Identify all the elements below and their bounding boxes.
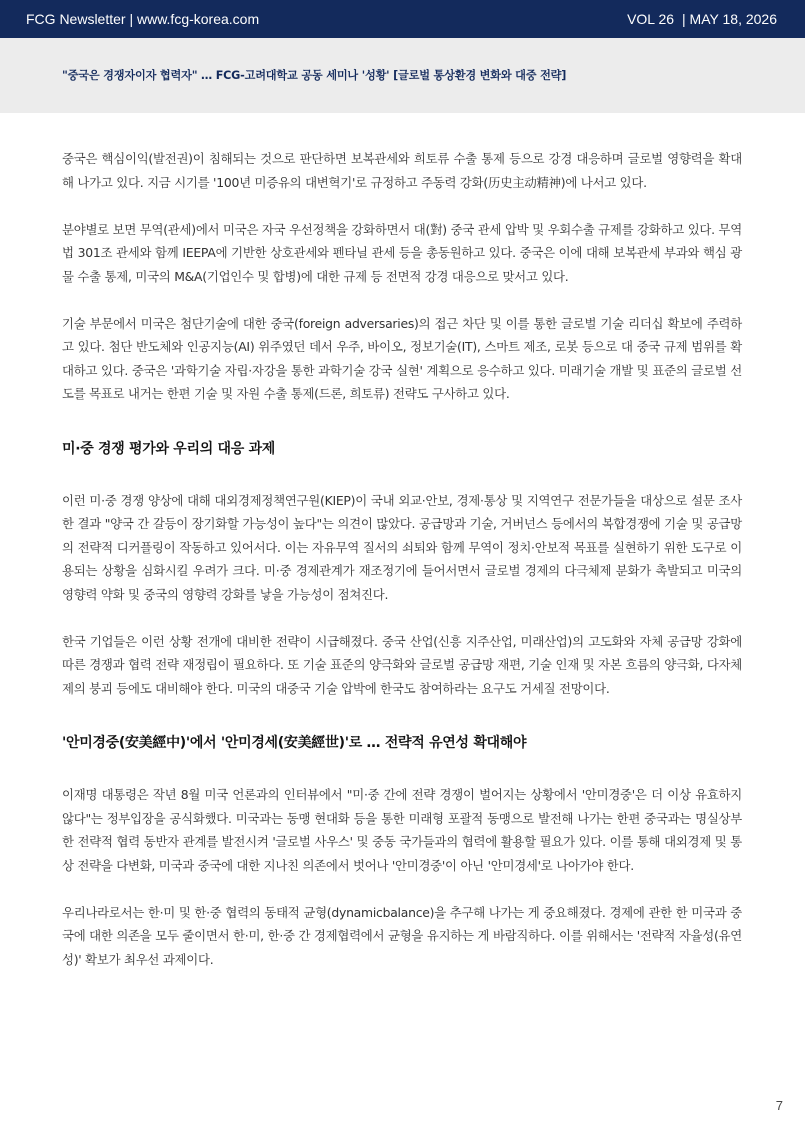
newsletter-site-label: FCG Newsletter | www.fcg-korea.com	[26, 11, 260, 27]
section-heading: 미·중 경쟁 평가와 우리의 대응 과제	[62, 440, 276, 457]
issue-info	[627, 11, 777, 27]
article-body	[62, 147, 742, 971]
body-paragraph: 한국 기업들은 이런 상황 전개에 대비한 전략이 시급해졌다. 중국 산업(신흥 지주산업, 미래산업)의 고도화와 자체 공급망 강화에 따른 경쟁과 협력 전략 재정립이 필요하다. 또 기술 표준의 양극화와 글로벌 공급망 재편, 기술 인재 및 자본 흐름의 양극화, 다자체제의 붕괴 등에도 대비해야 한다. 미국의 대중국 기술 압박에 한국도 참여하라는 요구도 거세질 전망이다.	[62, 633, 742, 696]
section-heading: '안미경중(安美經中)'에서 '안미경세(安美經世)'로 … 전략적 유연성 확대해야	[62, 735, 527, 751]
issue-volume: VOL 26	[627, 11, 675, 27]
body-paragraph: 중국은 핵심이익(발전권)이 침해되는 것으로 판단하면 보복관세와 희토류 수출 통제 등으로 강경 대응하며 글로벌 영향력을 확대해 나가고 있다. 지금 시기를 '100년 미증유의 대변혁기'로 규정하고 주동력 강화(历史主动精神)에 나서고 있다.	[62, 151, 742, 190]
body-paragraph: 이재명 대통령은 작년 8월 미국 언론과의 인터뷰에서 "미·중 간에 전략 경쟁이 벌어지는 상황에서 '안미경중'은 더 이상 유효하지 않다"는 정부입장을 공식화했다. 미국과는 동맹 현대화 등을 통한 미래형 포괄적 동맹으로 발전해 나가는 한편 중국과는 명실상부한 전략적 협력 동반자 관계를 발전시켜 '글로벌 사우스' 및 중동 국가들과의 협력에 활용할 필요가 있다. 이를 통해 대외경제 및 통상 전략을 다변화, 미국과 중국에 대한 지나친 의존에서 벗어나 '안미경중'이 아닌 '안미경세'로 나아가야 한다.	[62, 787, 742, 873]
body-paragraph: 기술 부문에서 미국은 첨단기술에 대한 중국(foreign adversaries)의 접근 차단 및 이를 통한 글로벌 기술 리더십 확보에 주력하고 있다. 첨단 반도체와 인공지능(AI) 위주였던 데서 우주, 바이오, 정보기술(IT), 스마트 제조, 로봇 등으로 대 중국 규제 범위를 확대하고 있다. 중국은 '과학기술 자립·자강을 통한 과학기술 강국 실현' 계획으로 응수하고 있다. 미래기술 개발 및 표준의 글로벌 선도를 목표로 내거는 한편 기술 및 자원 수출 통제(드론, 희토류) 전략도 구사하고 있다.	[62, 315, 742, 401]
body-paragraph: 우리나라로서는 한·미 및 한·중 협력의 동태적 균형(dynamicbalance)을 추구해 나가는 게 중요해졌다. 경제에 관한 한 미국과 중국에 대한 의존을 모두 줄이면서 한·미, 한·중 간 경제협력에서 균형을 유지하는 게 바람직하다. 이를 위해서는 '전략적 자율성(유연성)' 확보가 최우선 과제이다.	[62, 904, 742, 967]
newsletter-top-bar	[0, 0, 805, 38]
body-paragraph: 이런 미·중 경쟁 양상에 대해 대외경제정책연구원(KIEP)이 국내 외교·안보, 경제·통상 및 지역연구 전문가들을 대상으로 설문 조사한 결과 "양국 간 갈등이 장기화할 가능성이 높다"는 의견이 많았다. 공급망과 기술, 거버넌스 등에서의 복합경쟁에 기술 및 공급망의 전략적 디커플링이 작동하고 있어서다. 이는 자유무역 질서의 쇠퇴와 함께 무역이 정치·안보적 목표를 실현하기 위한 도구로 이용되는 상황을 심화시킬 우려가 크다. 미·중 경제관계가 재조정기에 들어서면서 글로벌 경제의 다극체제 분화가 촉발되고 미국의 영향력 약화 및 중국의 영향력 강화를 낳을 가능성이 점쳐진다.	[62, 492, 742, 602]
body-paragraph: 분야별로 보면 무역(관세)에서 미국은 자국 우선정책을 강화하면서 대(對) 중국 관세 압박 및 우회수출 규제를 강화하고 있다. 무역법 301조 관세와 함께 IEEPA에 기반한 상호관세와 펜타닐 관세 등을 총동원하고 있다. 중국은 이에 대해 보복관세 부과와 핵심 광물 수출 통제, 미국의 M&A(기업인수 및 합병)에 대한 규제 등 전면적 강경 대응으로 맞서고 있다.	[62, 221, 742, 284]
article-headline-band	[0, 38, 805, 113]
issue-date: | MAY 18, 2026	[682, 11, 777, 27]
article-headline: "중국은 경쟁자이자 협력자" … FCG-고려대학교 공동 세미나 '성황' [글로벌 통상환경 변화와 대중 전략]	[62, 69, 567, 82]
page-number: 7	[775, 1098, 783, 1113]
